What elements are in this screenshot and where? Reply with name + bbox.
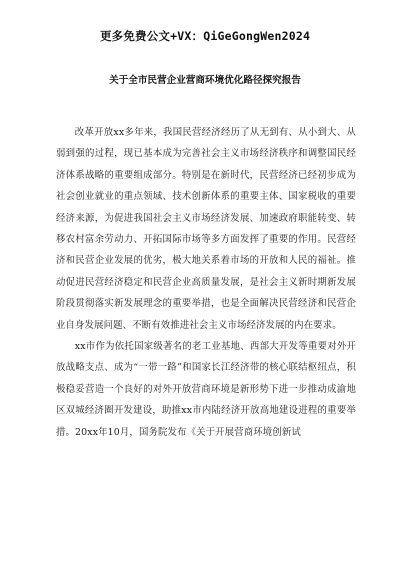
document-title: 关于全市民营企业营商环境优化路径探究报告 <box>109 75 301 86</box>
watermark-header: 更多免费公文+VX：QiGeGongWen2024 <box>99 29 311 43</box>
body-paragraph-2: xx市作为依托国家级著名的老工业基地、西部大开发等重要对外开放战略支点、成为“一带一路”和国家长江经济带的核心联结枢纽点，积极稳妥营造一个良好的对外开放营商环境是新形势下进一步推动成渝地区双城经济圈开发建设，助推xx市内陆经济开放高地建设进程的重要举措。20xx年10月，国务院发布《关于开展营商环境创新试 <box>56 341 356 438</box>
body-paragraph-1: 改革开放xx多年来，我国民营经济经历了从无到有、从小到大、从弱到强的过程，现已基本成为完善社会主义市场经济秩序和调整国民经济体系战略的重要组成部分。特别是在新时代，民营经济已经初步成为社会创业就业的重点领域、技术创新体系的重要主体、国家税收的重要经济来源，为促进我国社会主义市场经济发展、加速政府职能转变、转移农村富余劳动力、开拓国际市场等多方面发挥了重要的作用。民营经济和民营企业发展的优劣，极大地关系着市场的开放和人民的福祉。推动促进民营经济稳定和民营企业高质量发展，是社会主义新时期新发展阶段贯彻落实新发展理念的重要举措，也是全面解决民营经济和民营企业自身发展问题、不断有效推进社会主义市场经济发展的内在要求。 <box>56 127 356 331</box>
document-body <box>56 122 356 443</box>
